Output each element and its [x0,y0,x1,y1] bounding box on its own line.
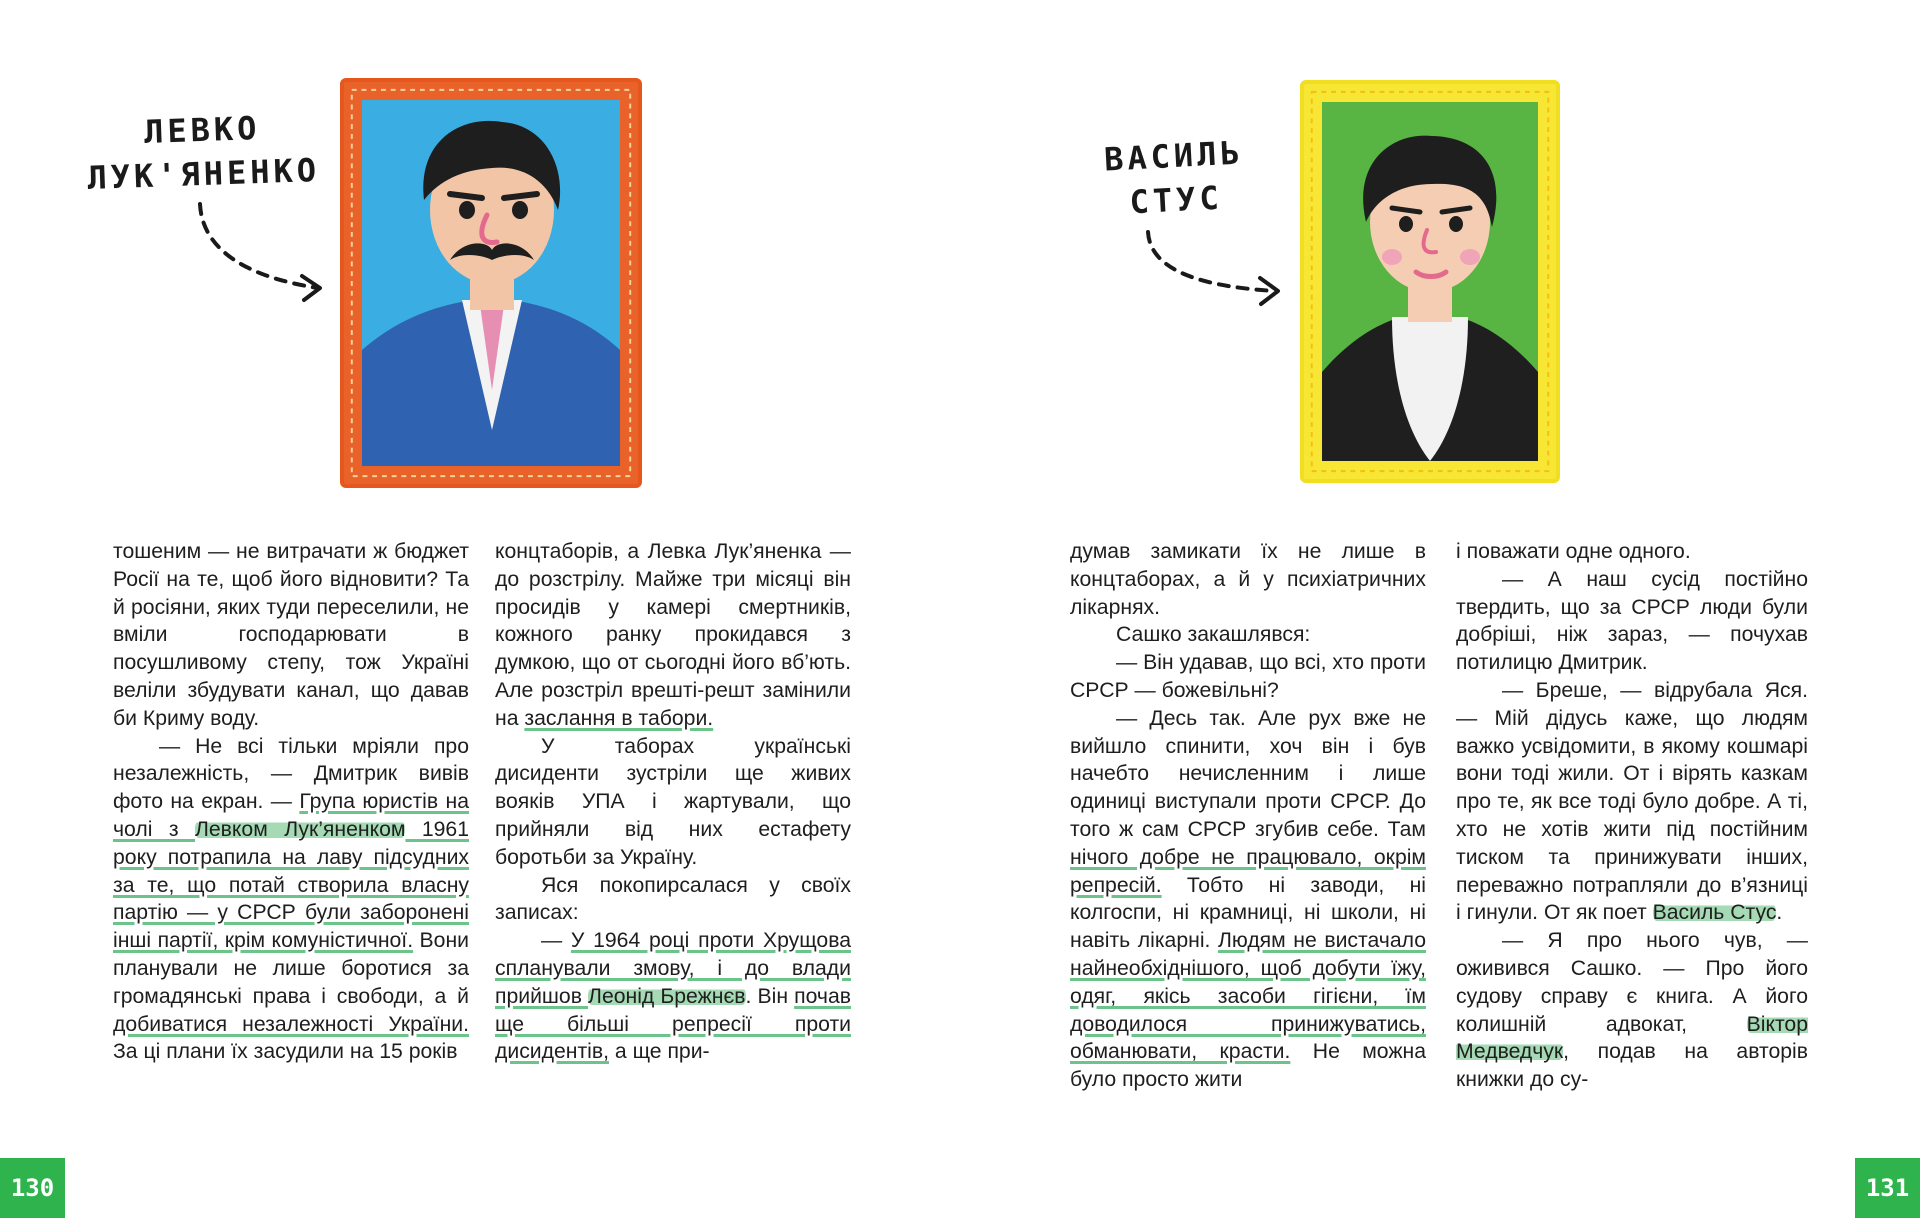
text-run: і поважати одне одного. [1456,540,1691,563]
page-number-right: 131 [1855,1158,1920,1218]
paragraph [1456,927,1808,1094]
text-column-3 [1070,538,1426,1094]
right-page [960,0,1920,1218]
text-run: Яся покопирсалася у своїх записах: [495,873,851,925]
text-run: . Він [745,984,795,1008]
text-run: Вони планували не лише боротися за громадянські права і свободи, а й [113,929,469,1008]
text-column-2 [495,538,851,1066]
text-run: . [1776,901,1783,925]
text-run: За ці плани їх засудили на 15 років [113,1040,458,1064]
text-run: — Бреше, — відрубала Яся. — Мій дідусь каже, що людям важко усвідомити, в якому кошмарі вони тоді жили. От і вірять казкам про те, як все тоді було добре. А ті, хто не хотів жити під постійним тиском та принижувати інших, переважно потрапляли до в’язниці і гинули. От як поет [1456,678,1808,925]
highlighted-name: Леонід Брежнєв [588,984,746,1008]
paragraph [1070,621,1426,649]
page-number-left: 130 [0,1158,65,1218]
portrait-caption-stus [1098,130,1252,226]
text-column-4 [1456,538,1808,1094]
text-run: У таборах українські дисиденти зустріли ще живих вояків УПА і жартували, що прийняли від них естафету боротьби за Україну. [495,734,851,869]
text-run: — А наш сусід постійно твердить, що за СРСР люди були добріші, ніж зараз, — почухав потилицю Дмитрик. [1456,567,1808,675]
text-run: концтаборів, а Левка Лук’яненка — до розстрілу. Майже три місяці він просидів у камері смертників, кожного ранку прокидався з думкою, що от сьогодні його вб’ють. Але розстріл врешті-решт замінили на [495,540,851,730]
text-run: — Він удавав, що всі, хто проти СРСР — божевільні? [1070,651,1426,702]
caption-line-2: СТУС [1128,178,1224,222]
paragraph [1070,538,1426,621]
text-run: тошеним — не витрачати ж бюджет Росії на те, щоб його відновити? Та й росіяни, яких туди переселили, не вміли господарювати в посушливому степу, тож Україні веліли збудувати канал, що давав би Криму воду. [113,540,469,730]
portrait-frame-lukyanenko [340,78,642,488]
text-run: Тобто ні заводи, ні колгоспи, ні крамниці, ні школи, ні навіть лікарні. [1070,873,1426,953]
paragraph [1456,566,1808,677]
text-column-1 [113,538,469,1066]
text-run: — Я про нього чув, — оживився Сашко. — Про його судову справу є книга. А його колишній адвокат, [1456,929,1808,1036]
text-run: а ще при- [609,1040,710,1064]
underlined-text: Людям не вистачало найнеобхіднішого, щоб добути їжу, одяг, якісь засоби гігієни, їм доводилося принижуватись, обманювати, красти. [1070,929,1426,1064]
paragraph [1456,677,1808,927]
text-run: — Не всі тільки мріяли про незалежність, — Дмитрик вивів фото на екран. — [113,734,469,814]
caption-line-1: ЛЕВКО [143,108,262,152]
caption-line-1: ВАСИЛЬ [1103,133,1245,179]
paragraph [495,733,851,872]
underlined-text: 1961 року потрапила на лаву підсудних за те, що потай створила власну партію — у СРСР були заборонені інші партії, крім комуністичної. [113,817,469,953]
portrait-caption-lukyanenko [77,104,330,201]
text-run: — [541,929,571,953]
highlighted-name: Левком Лук’яненком [194,817,406,841]
underlined-text: нічого добре не працювало, окрім репресій. [1070,845,1426,897]
text-run: Не можна було просто жити [1070,1040,1426,1092]
underlined-text: Група юристів на чолі з [113,790,469,841]
dashed-arrow-icon [190,196,330,306]
text-run: — Десь так. Але рух вже не вийшло спинити, хоч він і був начебто нечисленним і лише одиниці виступали проти СРСР. До того ж сам СРСР згубив себе. Там [1070,706,1426,841]
dashed-arrow-icon [1140,226,1300,316]
text-run: Сашко закашлявся: [1116,623,1311,647]
portrait-stus [1322,102,1538,461]
highlighted-name: Василь Стус [1652,901,1777,925]
underlined-text: добиватися незалежності України. [113,1012,469,1036]
paragraph [495,927,851,1066]
portrait-frame-stus [1300,80,1560,483]
portrait-lukyanenko [362,100,620,466]
paragraph [495,872,851,928]
paragraph [113,733,469,1067]
text-run: думав замикати їх не лише в концтаборах, а й у психіатричних лікарнях. [1070,540,1426,619]
paragraph [1070,649,1426,705]
caption-line-2: ЛУК'ЯНЕНКО [86,150,321,198]
paragraph [113,538,469,733]
paragraph [495,538,851,733]
underlined-text: заслання в табори. [524,706,714,730]
text-run: , подав на авторів книжки до су- [1456,1040,1808,1092]
paragraph [1456,538,1808,566]
paragraph [1070,705,1426,1094]
underlined-text: У 1964 році проти Хрущова спланували змову, і до влади прийшов [495,929,851,1008]
highlighted-name: Віктор Медведчук [1456,1012,1808,1064]
underlined-text: почав ще більші репресії проти дисидентів, [495,984,851,1064]
